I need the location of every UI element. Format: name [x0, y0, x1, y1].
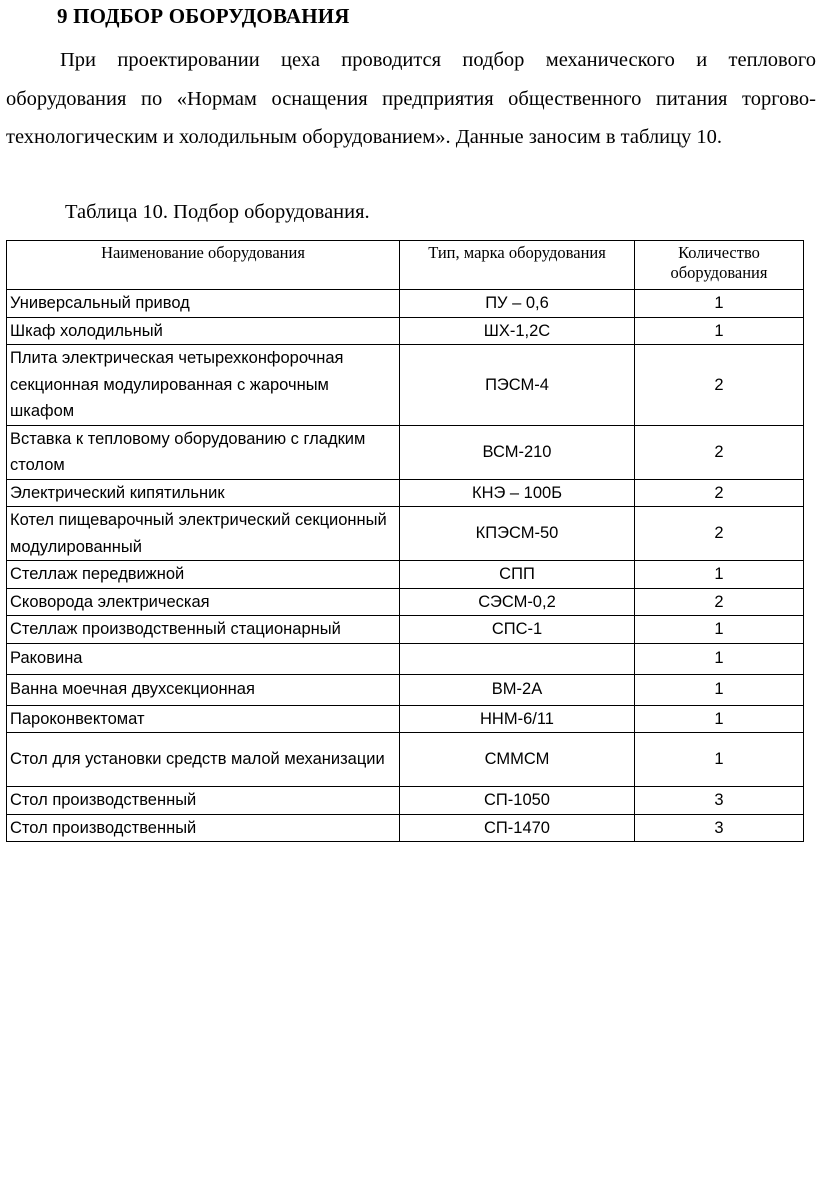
equipment-type-cell: ВСМ-210: [400, 425, 635, 479]
equipment-type-cell: СММСМ: [400, 733, 635, 787]
equipment-quantity-cell: 2: [635, 507, 804, 561]
equipment-type-cell: ВМ-2А: [400, 674, 635, 705]
table-row: [7, 317, 804, 345]
equipment-type-cell: СП-1050: [400, 787, 635, 815]
equipment-quantity-cell: 1: [635, 616, 804, 644]
equipment-name-cell: Шкаф холодильный: [7, 317, 400, 345]
equipment-quantity-cell: 1: [635, 674, 804, 705]
equipment-quantity-cell: 1: [635, 290, 804, 318]
table-row: [7, 814, 804, 842]
table-row: [7, 345, 804, 426]
equipment-type-cell: СПС-1: [400, 616, 635, 644]
equipment-quantity-cell: 2: [635, 588, 804, 616]
table-row: [7, 674, 804, 705]
table-row: [7, 588, 804, 616]
equipment-name-cell: Сковорода электрическая: [7, 588, 400, 616]
table-row: [7, 290, 804, 318]
header-quantity: Количество оборудования: [635, 241, 804, 290]
table-row: [7, 733, 804, 787]
equipment-type-cell: КПЭСМ-50: [400, 507, 635, 561]
equipment-name-cell: Стол производственный: [7, 787, 400, 815]
equipment-quantity-cell: 2: [635, 345, 804, 426]
table-row: [7, 561, 804, 589]
equipment-name-cell: Пароконвектомат: [7, 705, 400, 733]
equipment-type-cell: СЭСМ-0,2: [400, 588, 635, 616]
table-row: [7, 643, 804, 674]
equipment-name-cell: Электрический кипятильник: [7, 479, 400, 507]
header-name: Наименование оборудования: [7, 241, 400, 290]
equipment-type-cell: ПЭСМ-4: [400, 345, 635, 426]
equipment-name-cell: Котел пищеварочный электрический секционный модулированный: [7, 507, 400, 561]
equipment-quantity-cell: 3: [635, 787, 804, 815]
equipment-name-cell: Ванна моечная двухсекционная: [7, 674, 400, 705]
equipment-type-cell: ПУ – 0,6: [400, 290, 635, 318]
equipment-quantity-cell: 3: [635, 814, 804, 842]
equipment-quantity-cell: 1: [635, 561, 804, 589]
section-heading: 9 ПОДБОР ОБОРУДОВАНИЯ: [57, 4, 350, 28]
equipment-type-cell: ННМ-6/11: [400, 705, 635, 733]
header-type: Тип, марка оборудования: [400, 241, 635, 290]
table-row: [7, 705, 804, 733]
table-body: [7, 290, 804, 842]
equipment-name-cell: Стеллаж производственный стационарный: [7, 616, 400, 644]
equipment-name-cell: Раковина: [7, 643, 400, 674]
equipment-name-cell: Стол производственный: [7, 814, 400, 842]
table-row: [7, 425, 804, 479]
equipment-quantity-cell: 1: [635, 705, 804, 733]
equipment-quantity-cell: 1: [635, 643, 804, 674]
equipment-table: [6, 240, 804, 842]
table-row: [7, 616, 804, 644]
equipment-name-cell: Стол для установки средств малой механизации: [7, 733, 400, 787]
equipment-quantity-cell: 1: [635, 733, 804, 787]
table-row: [7, 479, 804, 507]
equipment-type-cell: КНЭ – 100Б: [400, 479, 635, 507]
equipment-name-cell: Универсальный привод: [7, 290, 400, 318]
equipment-type-cell: [400, 643, 635, 674]
equipment-type-cell: СПП: [400, 561, 635, 589]
table-header-row: [7, 241, 804, 290]
equipment-type-cell: ШХ-1,2С: [400, 317, 635, 345]
table-row: [7, 507, 804, 561]
table-row: [7, 787, 804, 815]
table-caption: Таблица 10. Подбор оборудования.: [65, 201, 370, 223]
equipment-type-cell: СП-1470: [400, 814, 635, 842]
equipment-name-cell: Плита электрическая четырехконфорочная секционная модулированная с жарочным шкафом: [7, 345, 400, 426]
equipment-quantity-cell: 2: [635, 425, 804, 479]
equipment-name-cell: Вставка к тепловому оборудованию с гладким столом: [7, 425, 400, 479]
equipment-quantity-cell: 1: [635, 317, 804, 345]
equipment-name-cell: Стеллаж передвижной: [7, 561, 400, 589]
equipment-quantity-cell: 2: [635, 479, 804, 507]
intro-paragraph: При проектировании цеха проводится подбор механического и теплового оборудования по «Нормам оснащения предприятия общественного питания торгово-технологическим и холодильным оборудованием». Данные заносим в таблицу 10.: [6, 49, 816, 148]
